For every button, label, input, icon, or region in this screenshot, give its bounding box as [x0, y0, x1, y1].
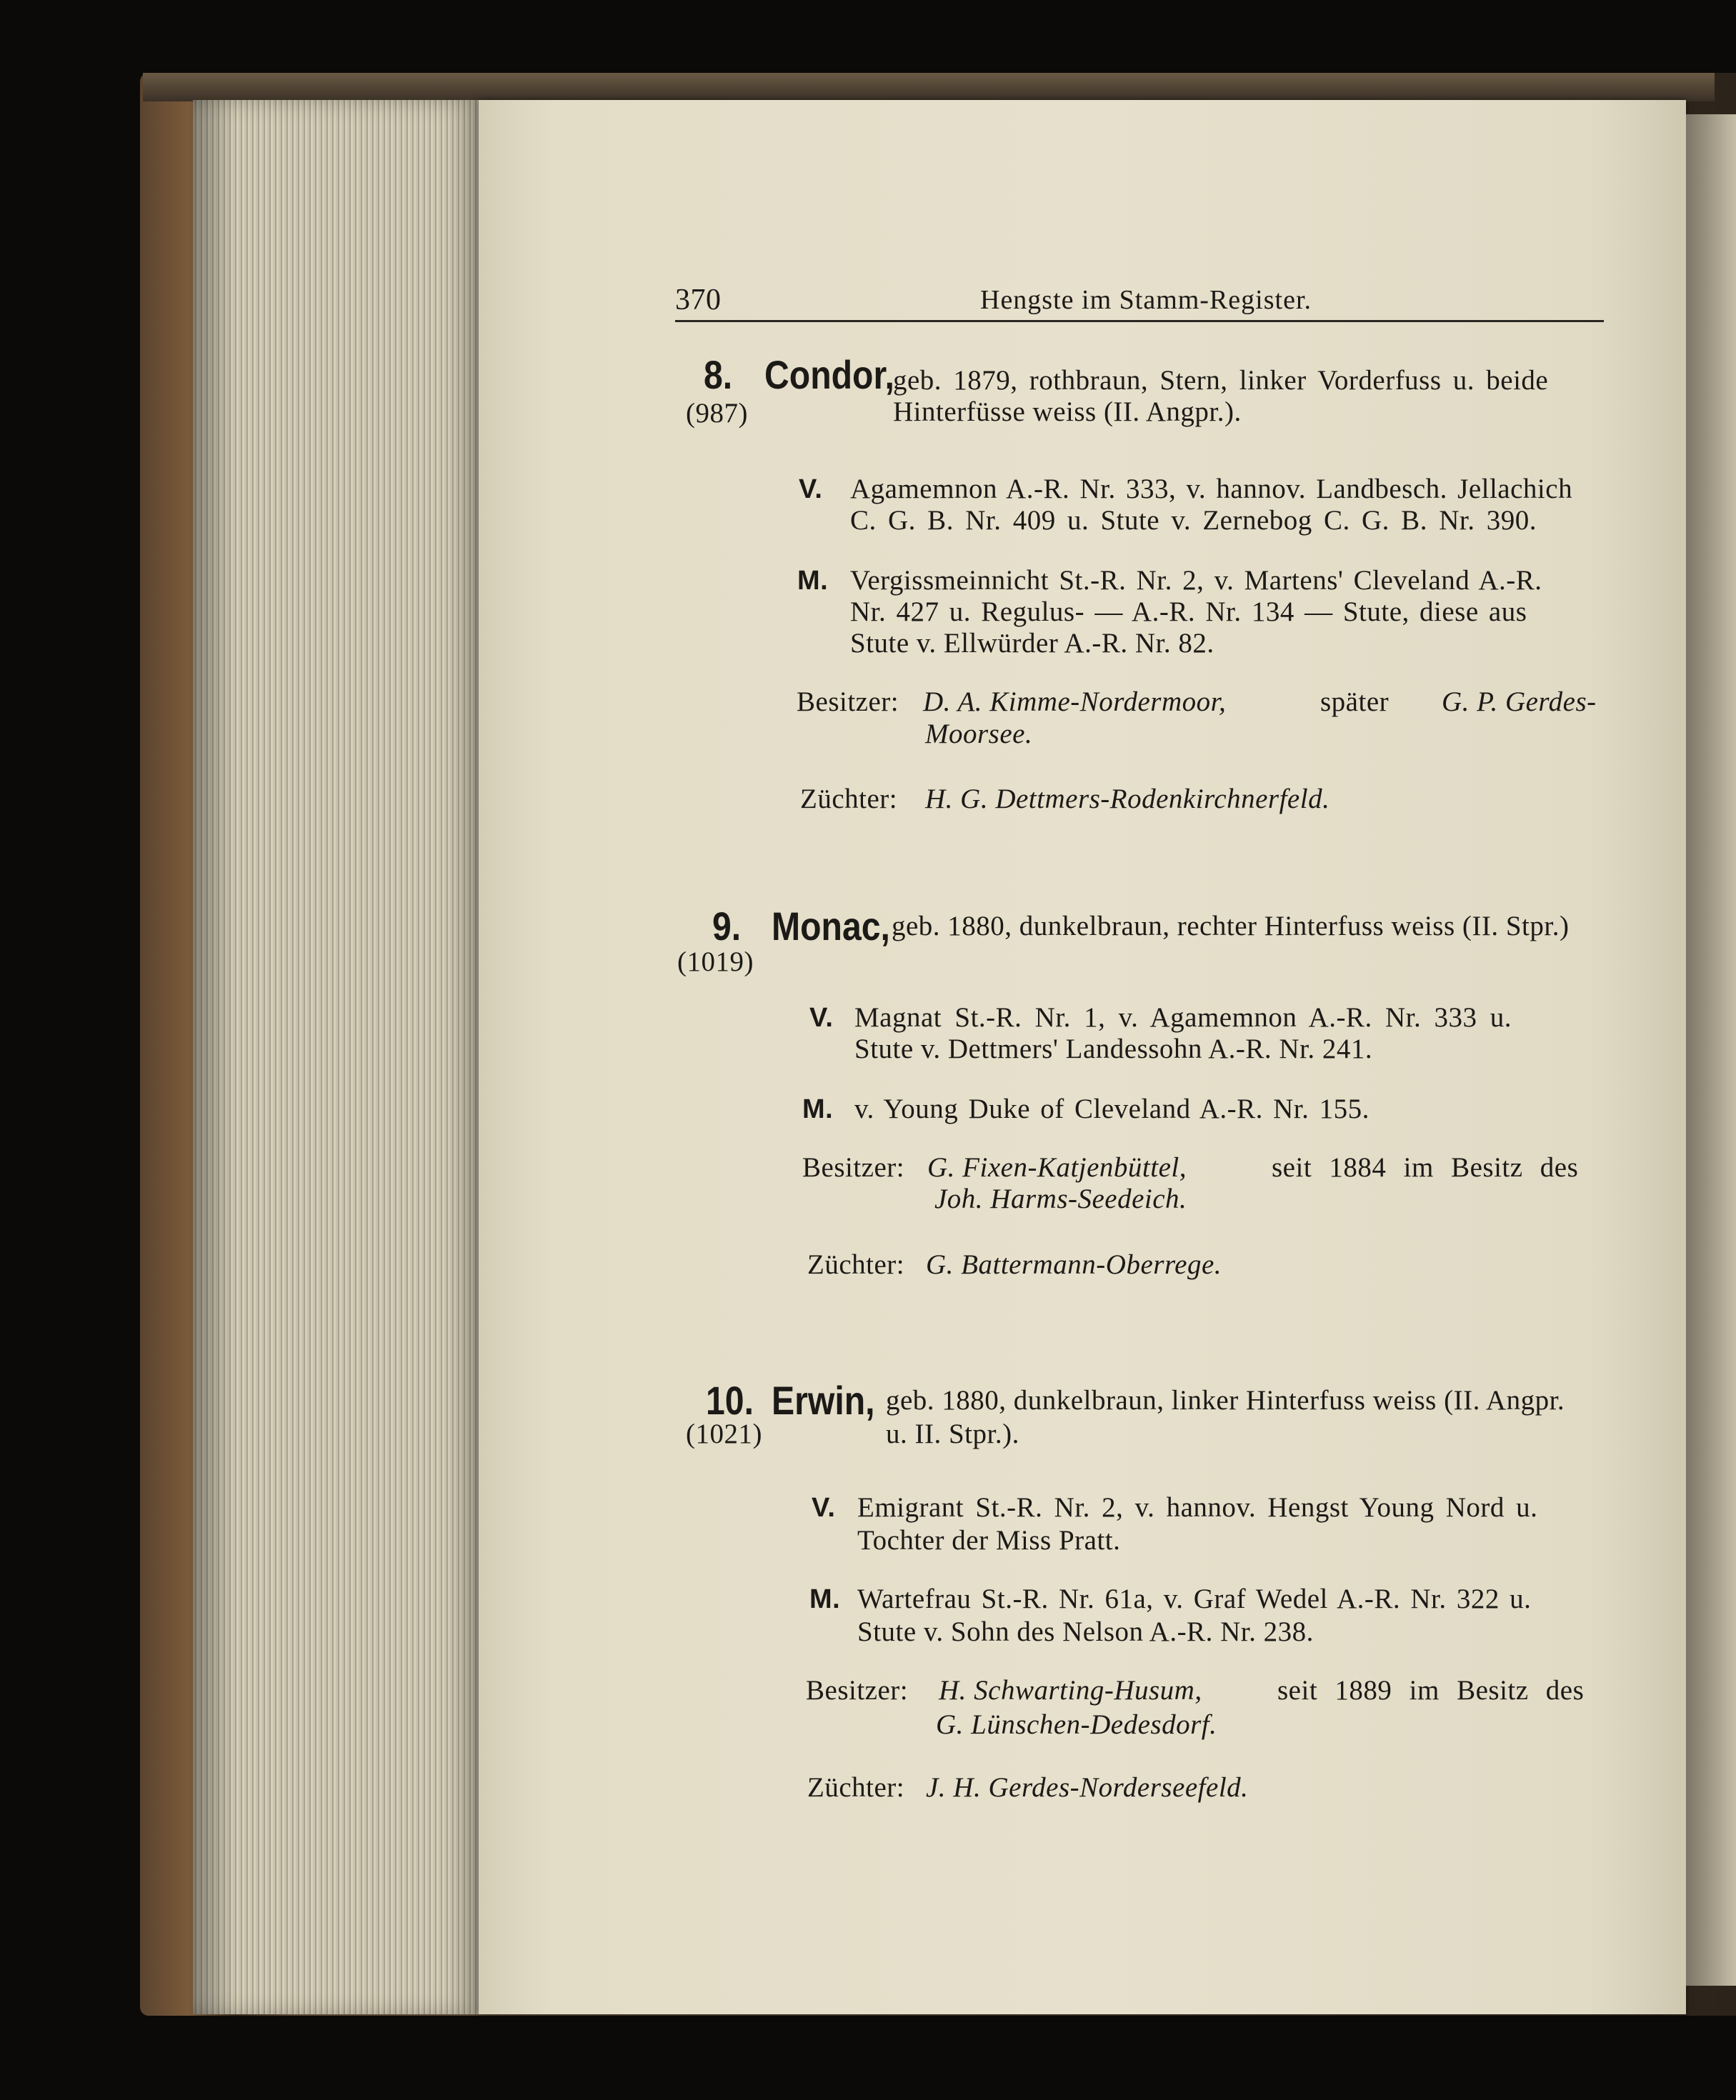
zuechter-name: J. H. Gerdes-Norderseefeld.	[926, 1772, 1249, 1803]
register-number: (1019)	[677, 946, 754, 977]
vater-line: Emigrant St.-R. Nr. 2, v. hannov. Hengst Young Nord u.	[857, 1492, 1538, 1523]
entry-description-line: Hinterfüsse weiss (II. Angpr.).	[893, 396, 1242, 427]
mutter-label: M.	[809, 1584, 841, 1614]
entry-description-line: geb. 1880, dunkelbraun, linker Hinterfuss weiss (II. Angpr.	[886, 1385, 1565, 1416]
mutter-line: Wartefrau St.-R. Nr. 61a, v. Graf Wedel A.-R. Nr. 322 u.	[857, 1584, 1532, 1614]
mutter-line: Nr. 427 u. Regulus- — A.-R. Nr. 134 — Stute, diese aus	[850, 596, 1527, 627]
besitzer-name: G. Lünschen-Dedesdorf.	[936, 1709, 1217, 1740]
vater-label: V.	[809, 1003, 834, 1033]
besitzer-text: seit 1889 im Besitz des	[1277, 1675, 1585, 1706]
besitzer-text: später	[1320, 686, 1390, 717]
entry-description-line: geb. 1879, rothbraun, Stern, linker Vorderfuss u. beide	[893, 365, 1549, 396]
header-rule	[675, 320, 1604, 322]
vater-label: V.	[812, 1493, 836, 1523]
besitzer-label: Besitzer:	[806, 1675, 909, 1706]
zuechter-name: H. G. Dettmers-Rodenkirchnerfeld.	[925, 784, 1330, 814]
mutter-line: Stute v. Ellwürder A.-R. Nr. 82.	[850, 628, 1214, 659]
besitzer-name: D. A. Kimme-Nordermoor,	[923, 686, 1227, 717]
besitzer-name: G. Fixen-Katjenbüttel,	[927, 1152, 1187, 1183]
entry-number: 9.	[712, 904, 742, 949]
besitzer-label: Besitzer:	[797, 686, 899, 717]
besitzer-label: Besitzer:	[802, 1152, 905, 1183]
mutter-line: Stute v. Sohn des Nelson A.-R. Nr. 238.	[857, 1616, 1314, 1647]
vater-line: Tochter der Miss Pratt.	[857, 1525, 1121, 1556]
vater-label: V.	[799, 474, 823, 504]
zuechter-name: G. Battermann-Oberrege.	[926, 1249, 1222, 1280]
entry-description-line: geb. 1880, dunkelbraun, rechter Hinterfuss weiss (II. Stpr.)	[892, 911, 1570, 941]
running-title: Hengste im Stamm-Register.	[980, 285, 1312, 315]
vater-line: C. G. B. Nr. 409 u. Stute v. Zernebog C. G. B. Nr. 390.	[850, 505, 1537, 536]
entry-number: 8.	[704, 352, 733, 397]
mutter-label: M.	[797, 566, 829, 596]
register-number: (1021)	[686, 1419, 762, 1449]
vater-line: Stute v. Dettmers' Landessohn A.-R. Nr. 241.	[854, 1034, 1373, 1064]
horse-name: Erwin,	[772, 1378, 875, 1423]
vater-line: Agamemnon A.-R. Nr. 333, v. hannov. Landbesch. Jellachich	[850, 474, 1573, 504]
mutter-label: M.	[802, 1094, 834, 1124]
besitzer-name: Moorsee.	[925, 719, 1033, 749]
page-number: 370	[675, 284, 722, 316]
horse-name: Condor,	[764, 352, 894, 397]
mutter-line: Vergissmeinnicht St.-R. Nr. 2, v. Martens' Cleveland A.-R.	[850, 565, 1542, 596]
horse-name: Monac,	[772, 904, 890, 949]
zuechter-label: Züchter:	[800, 784, 898, 814]
besitzer-name: Joh. Harms-Seedeich.	[934, 1184, 1187, 1214]
register-number: (987)	[686, 398, 748, 429]
zuechter-label: Züchter:	[807, 1772, 905, 1803]
zuechter-label: Züchter:	[807, 1249, 905, 1280]
entry-number: 10.	[706, 1378, 754, 1423]
mutter-line: v. Young Duke of Cleveland A.-R. Nr. 155.	[854, 1094, 1370, 1124]
vater-line: Magnat St.-R. Nr. 1, v. Agamemnon A.-R. Nr. 333 u.	[854, 1002, 1512, 1033]
besitzer-text: seit 1884 im Besitz des	[1272, 1152, 1579, 1183]
entry-description-line: u. II. Stpr.).	[886, 1419, 1019, 1449]
besitzer-name: G. P. Gerdes-	[1442, 686, 1597, 717]
besitzer-name: H. Schwarting-Husum,	[939, 1675, 1202, 1706]
